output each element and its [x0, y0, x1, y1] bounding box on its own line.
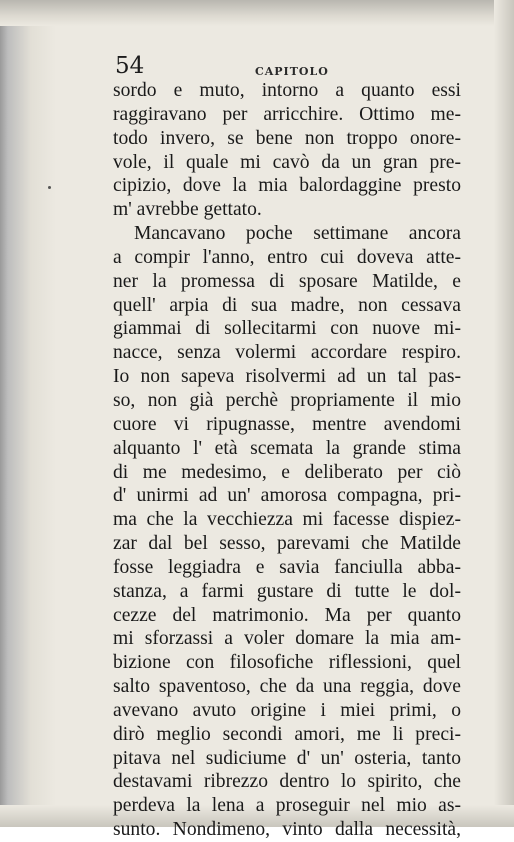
- text-line: alquanto l' età scemata la grande stima: [113, 437, 461, 459]
- running-head: CAPITOLO: [255, 65, 329, 78]
- text-line: nacce, senza volermi accordare respiro.: [113, 342, 461, 364]
- ink-speck: [48, 186, 51, 189]
- text-line: Io non sapeva risolvermi ad un tal pas-: [113, 366, 461, 388]
- text-line: stanza, a farmi gustare di tutte le dol-: [113, 580, 461, 602]
- text-line: m' avrebbe gettato.: [113, 199, 262, 221]
- text-line: a compir l'anno, entro cui doveva atte-: [113, 246, 461, 268]
- text-line: destavami ribrezzo dentro lo spirito, che: [113, 771, 461, 793]
- text-line: mi sforzassi a voler domare la mia am-: [113, 628, 461, 650]
- text-line: vole, il quale mi cavò da un gran pre-: [113, 151, 461, 173]
- text-line: avevano avuto origine i miei primi, o: [113, 699, 461, 721]
- text-line: sordo e muto, intorno a quanto essi: [113, 80, 461, 101]
- page-number: 54: [115, 53, 145, 79]
- page-right-edge: [494, 0, 514, 827]
- page-top-edge: [0, 0, 514, 26]
- body-text: [113, 79, 461, 842]
- text-line: quell' arpia di sua madre, non cessava: [113, 294, 461, 316]
- text-line: ma che la vecchiezza mi facesse dispiez-: [113, 509, 461, 531]
- text-line: todo invero, se bene non troppo onore-: [113, 127, 461, 149]
- text-line: cipizio, dove la mia balordaggine presto: [113, 175, 461, 197]
- text-line: giammai di sollecitarmi con nuove mi-: [113, 318, 461, 340]
- text-line: cezze del matrimonio. Ma per quanto: [113, 604, 461, 626]
- text-line: ner la promessa di sposare Matilde, e: [113, 270, 461, 292]
- text-line: dirò meglio secondi amori, me li preci-: [113, 723, 461, 745]
- text-line: pitava nel sudiciume d' un' osteria, tanto: [113, 747, 461, 769]
- text-line: perdeva la lena a proseguir nel mio as-: [113, 795, 461, 817]
- text-line: bizione con filosofiche riflessioni, quel: [113, 652, 461, 674]
- text-line: raggiravano per arricchire. Ottimo me-: [113, 103, 461, 125]
- text-line: d' unirmi ad un' amorosa compagna, pri-: [113, 485, 461, 507]
- text-line: salto spaventoso, che da una reggia, dove: [113, 676, 461, 698]
- text-line: cuore vi ripugnasse, mentre avendomi: [113, 413, 461, 435]
- text-line: di me medesimo, e deliberato per ciò: [113, 461, 461, 483]
- text-line: so, non già perchè propriamente il mio: [113, 389, 461, 411]
- text-line: zar dal bel sesso, parevami che Matilde: [113, 533, 461, 555]
- page-gutter-shadow: [0, 0, 56, 827]
- text-line: fosse leggiadra e savia fanciulla abba-: [113, 556, 461, 578]
- text-line: Mancavano poche settimane ancora: [134, 223, 461, 245]
- text-line: sunto. Nondimeno, vinto dalla necessità,: [113, 819, 461, 841]
